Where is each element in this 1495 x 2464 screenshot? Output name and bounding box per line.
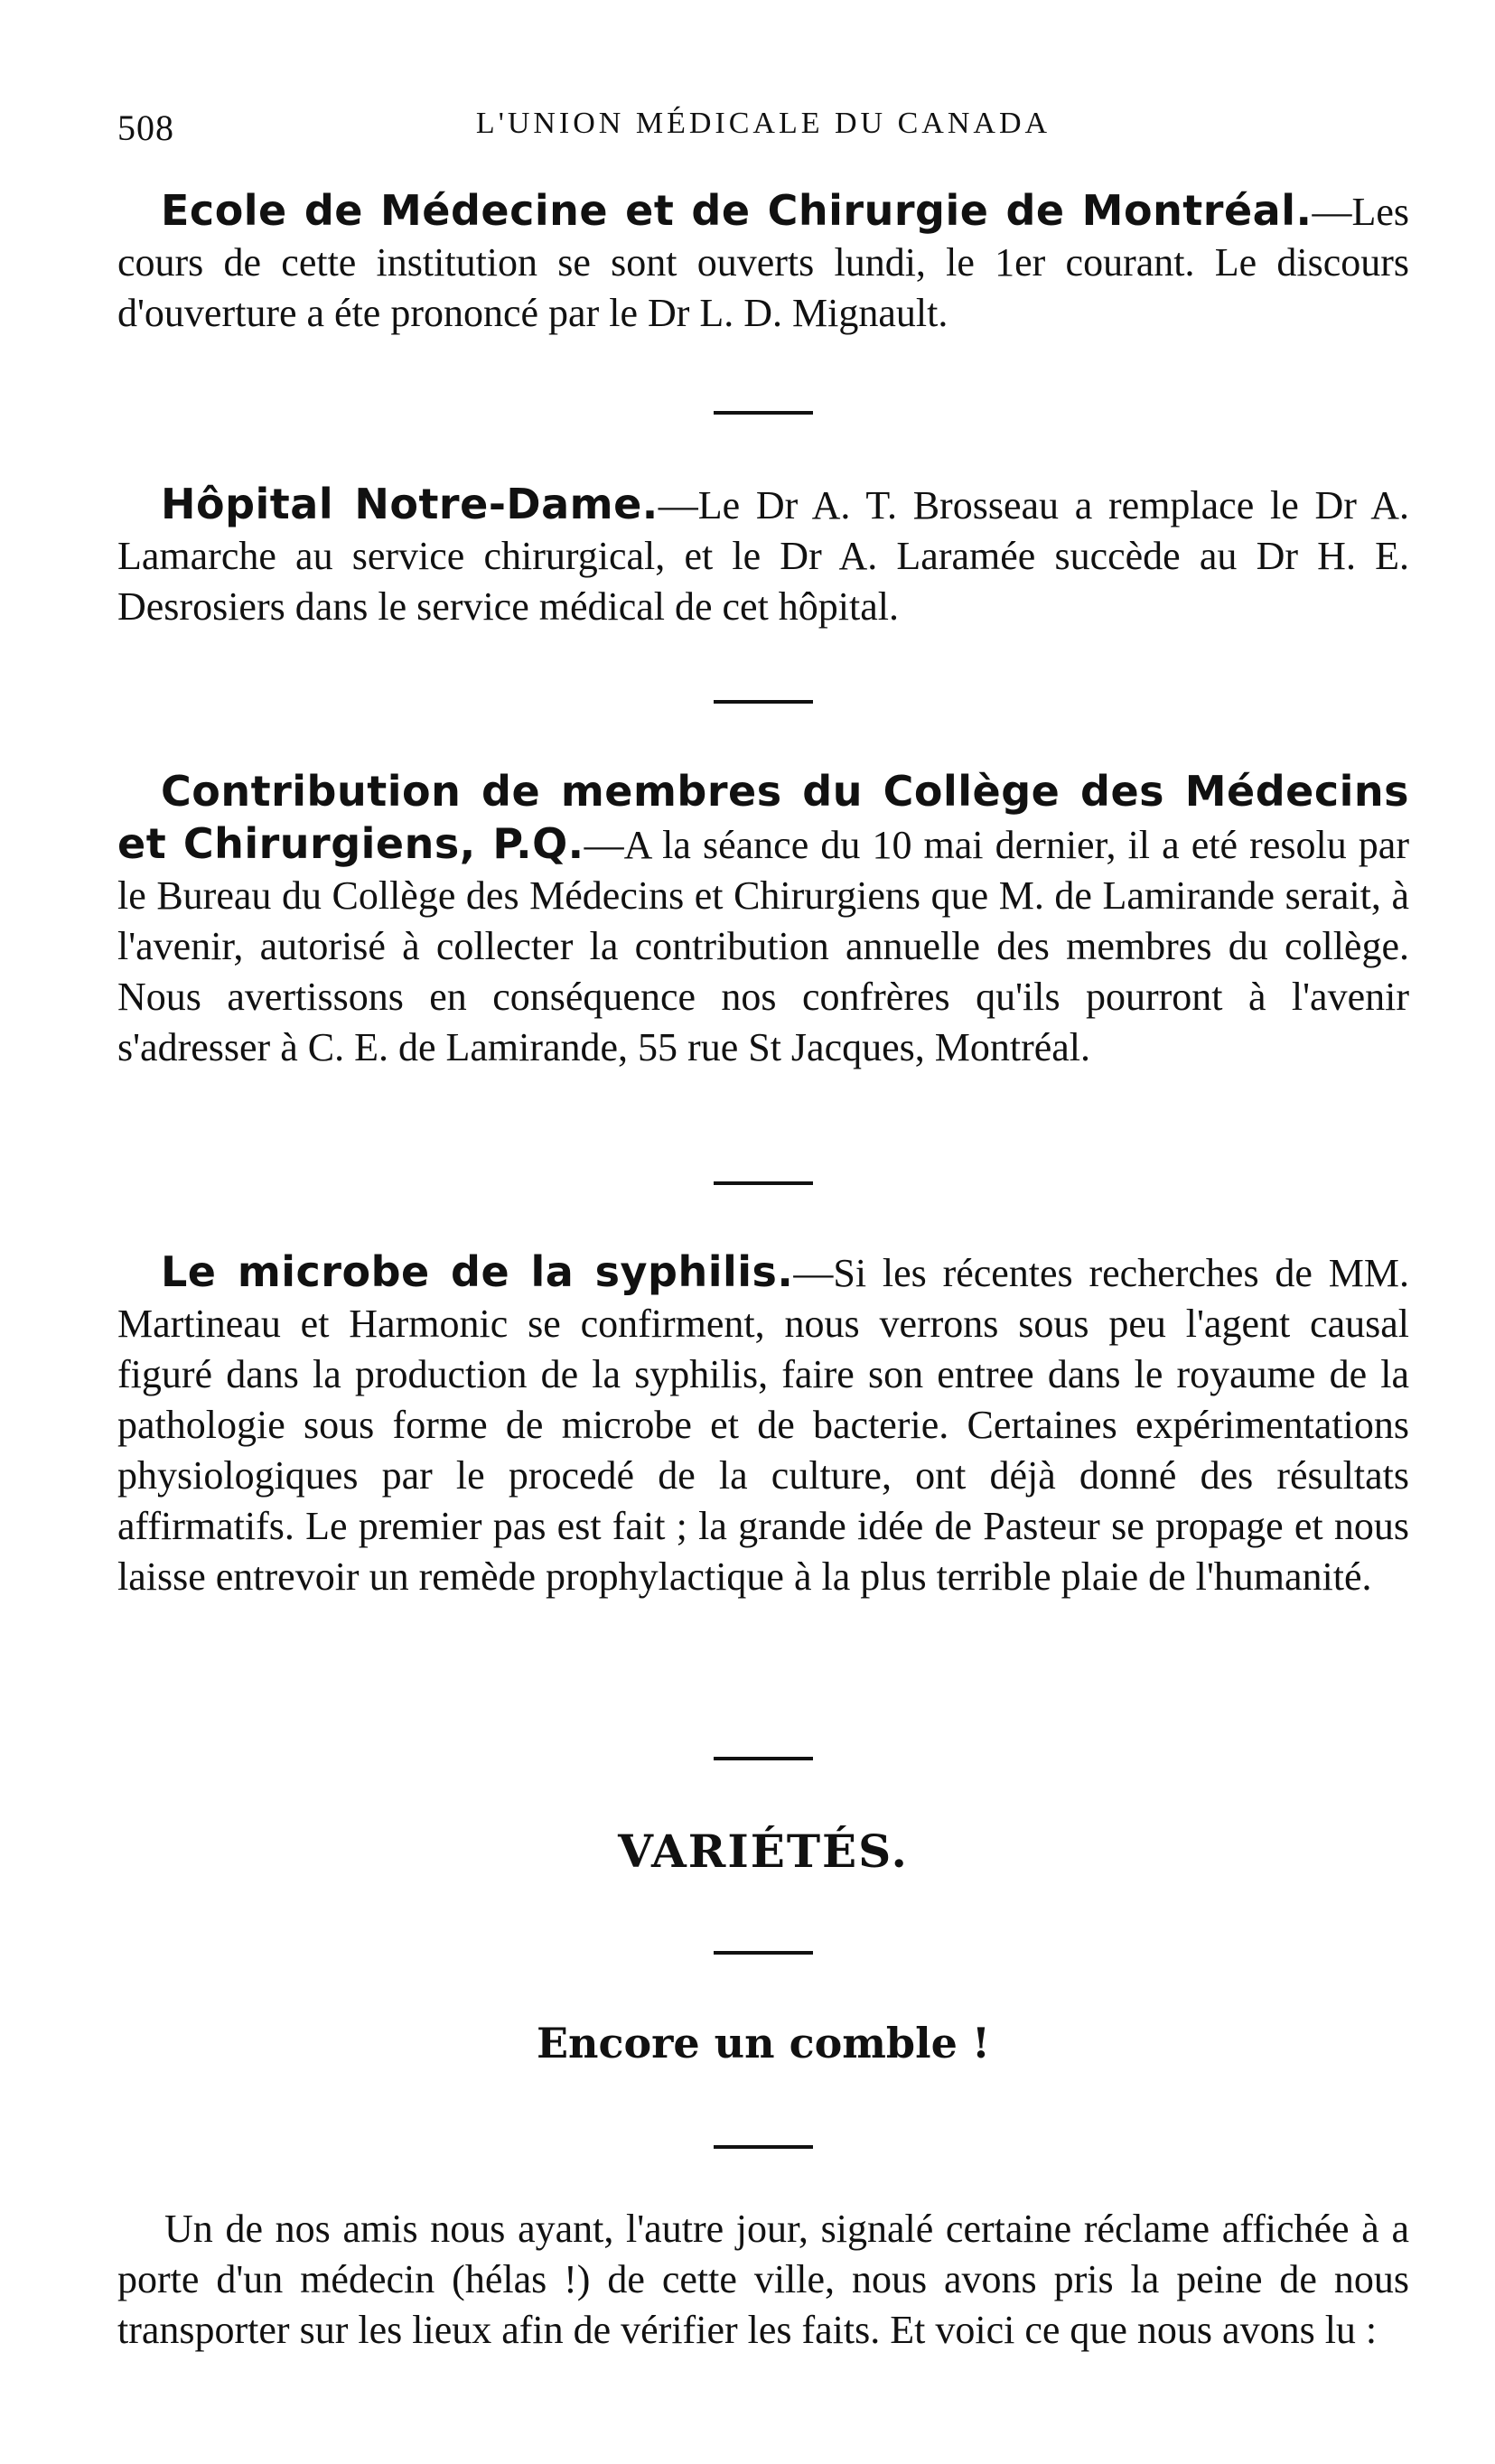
section-title: VARIÉTÉS. [618, 1825, 909, 1878]
article-body: —Si les récentes recherches de MM. Martineau et Harmonic se confirment, nous verrons sous peu l'agent causal figuré dans la production de la syphilis, faire son entree dans le royaume de la pathologie sous forme de microbe et de bacterie. Certaines expérimentations physiologiques par le procedé de la culture, ont déjà donné des résultats affirmatifs. Le premier pas est fait ; la grande idée de Pasteur se propage et nous laisse entrevoir un remède prophylactique à la plus terrible plaie de l'humanité. [117, 1251, 1409, 1599]
article-microbe-syphilis [117, 1246, 1409, 1602]
section-divider [714, 1181, 813, 1185]
article-heading: Hôpital Notre-Dame. [161, 480, 659, 528]
section-divider [714, 2145, 813, 2149]
section-paragraph: Un de nos amis nous ayant, l'autre jour, signalé certaine réclame affichée à a porte d'un médecin (hélas !) de cette ville, nous avons pris la peine de nous transporter sur les lieux afin de vérifier les faits. Et voici ce que nous avons lu : [117, 2207, 1409, 2352]
section-divider [714, 700, 813, 704]
section-divider [714, 1757, 813, 1760]
article-contribution-college [117, 766, 1409, 1073]
article-body: —Les cours de cette institution se sont ouverts lundi, le 1er courant. Le discours d'ouverture a éte prononcé par le Dr L. D. Mignault. [117, 190, 1409, 335]
article-body: —A la séance du 10 mai dernier, il a eté resolu par le Bureau du Collège des Médecins et Chirurgiens que M. de Lamirande serait, à l'avenir, autorisé à collecter la contribution annuelle des membres du collège. Nous avertissons en conséquence nos confrères qu'ils pourront à l'avenir s'adresser à C. E. de Lamirande, 55 rue St Jacques, Montréal. [117, 823, 1409, 1069]
article-heading: Le microbe de la syphilis. [161, 1247, 794, 1296]
page-number: 508 [117, 107, 174, 148]
document-page [117, 0, 1409, 2464]
section-divider [714, 1951, 813, 1955]
section-divider [714, 411, 813, 415]
journal-title: L'UNION MÉDICALE DU CANADA [475, 107, 1051, 140]
article-ecole-medecine [117, 185, 1409, 339]
article-heading: Ecole de Médecine et de Chirurgie de Montréal. [161, 186, 1313, 235]
article-hopital-notre-dame [117, 479, 1409, 632]
section-subtitle: Encore un comble ! [536, 2019, 991, 2067]
article-heading: Contribution de membres du Collège des Médecins et Chirurgiens, P.Q. [117, 767, 1409, 868]
article-body: —Le Dr A. T. Brosseau a remplace le Dr A. Lamarche au service chirurgical, et le Dr A. Laramée succède au Dr H. E. Desrosiers dans le service médical de cet hôpital. [117, 483, 1409, 629]
running-head [117, 107, 1409, 152]
